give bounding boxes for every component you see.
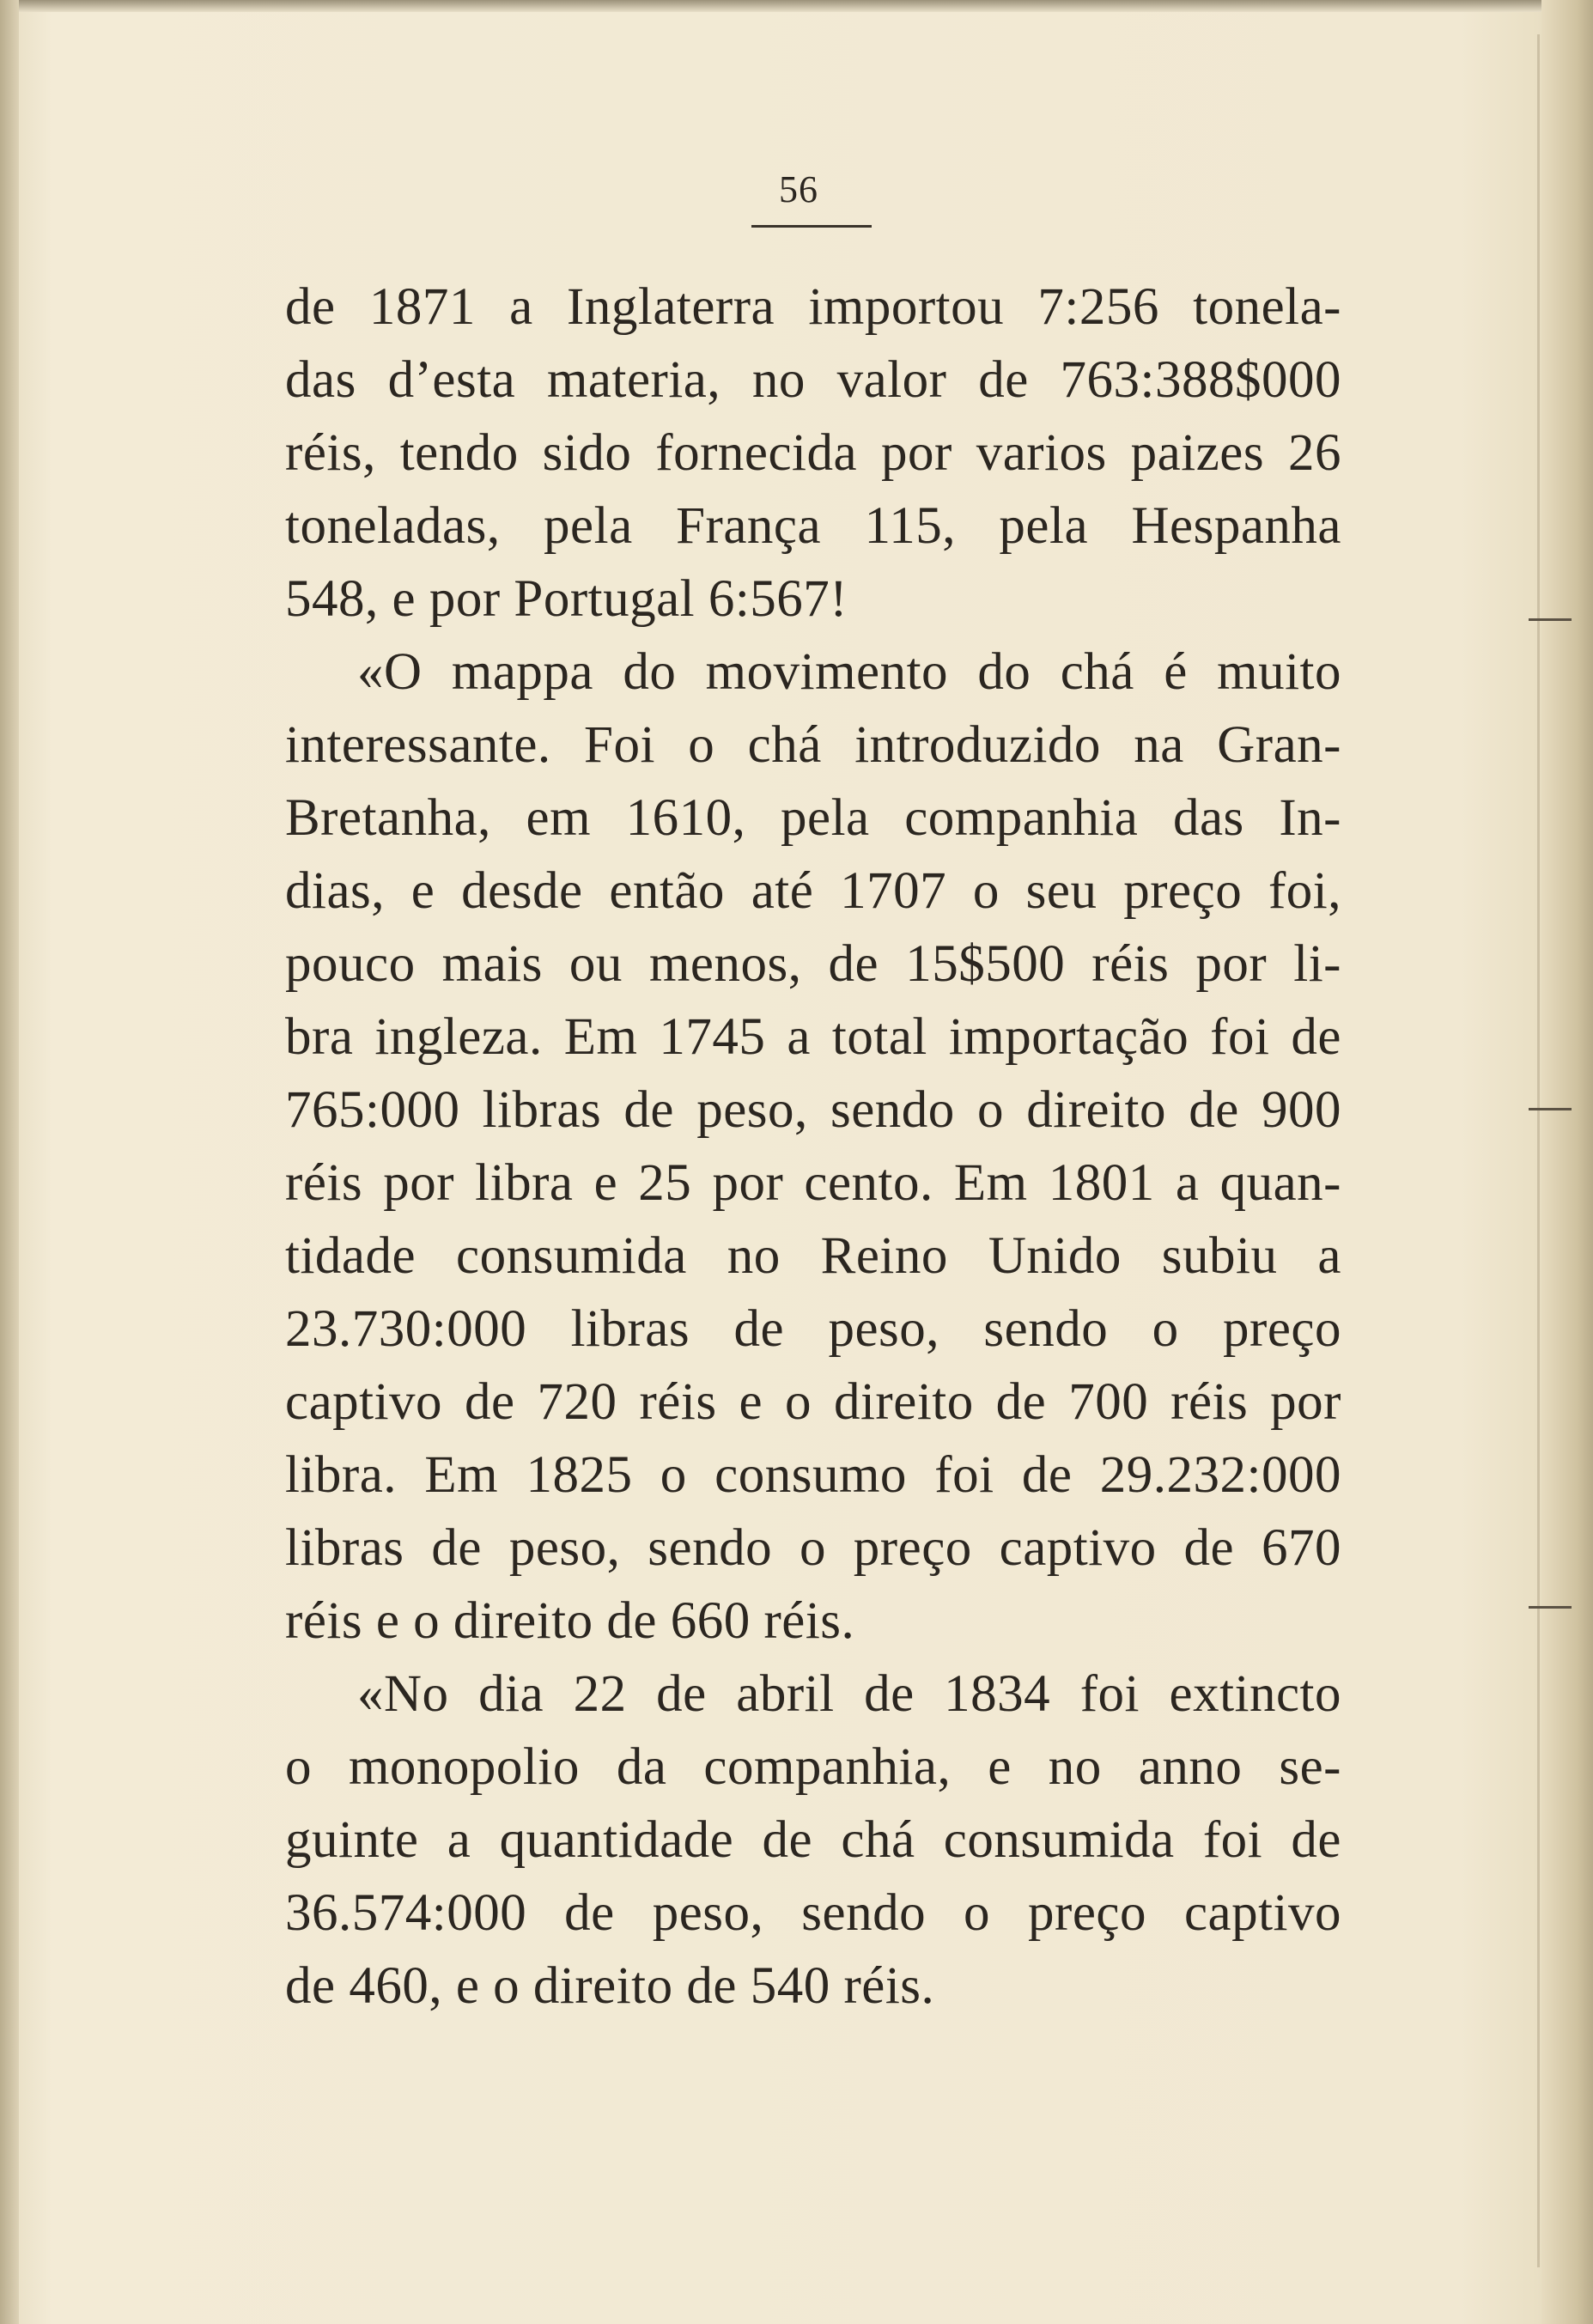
page-number-rule [751,225,872,228]
body-text [285,271,1341,2023]
text-line: tidade consumida no Reino Unido subiu a [285,1227,1341,1285]
text-line: réis e o direito de 660 réis. [285,1592,855,1650]
text-line: interessante. Foi o chá introduzido na Gran- [285,716,1341,774]
text-line: 23.730:000 libras de peso, sendo o preço [285,1300,1341,1358]
margin-mark [1529,618,1572,621]
margin-mark [1529,1108,1572,1110]
text-line: dias, e desde então até 1707 o seu preço foi, [285,862,1341,920]
text-line: 765:000 libras de peso, sendo o direito de 900 [285,1081,1341,1139]
text-line: Bretanha, em 1610, pela companhia das In- [285,789,1341,847]
text-line: de 1871 a Inglaterra importou 7:256 tonela- [285,278,1341,336]
text-line: o monopolio da companhia, e no anno se- [285,1738,1341,1796]
text-line: libra. Em 1825 o consumo foi de 29.232:000 [285,1446,1341,1504]
page-fold-shadow [1537,34,1540,2267]
text-line: réis por libra e 25 por cento. Em 1801 a quan- [285,1154,1341,1212]
page-number: 56 [779,168,818,210]
text-line: de 460, e o direito de 540 réis. [285,1957,935,2015]
text-line: 548, e por Portugal 6:567! [285,570,848,628]
text-line: bra ingleza. Em 1745 a total importação foi de [285,1008,1341,1066]
text-line: toneladas, pela França 115, pela Hespanha [285,497,1341,555]
text-line: libras de peso, sendo o preço captivo de 670 [285,1519,1341,1577]
text-line: réis, tendo sido fornecida por varios paizes 26 [285,424,1341,482]
margin-mark [1529,1606,1572,1609]
text-line: «No dia 22 de abril de 1834 foi extincto [357,1665,1341,1723]
text-line: das d’esta materia, no valor de 763:388$000 [285,351,1341,409]
page-top-edge [0,0,1593,12]
text-line: captivo de 720 réis e o direito de 700 réis por [285,1373,1341,1431]
text-line: pouco mais ou menos, de 15$500 réis por li- [285,935,1341,993]
page-right-edge [1541,0,1593,2324]
text-line: 36.574:000 de peso, sendo o preço captivo [285,1884,1341,1942]
text-line: guinte a quantidade de chá consumida foi de [285,1811,1341,1869]
page-left-edge [0,0,19,2324]
text-line: «O mappa do movimento do chá é muito [357,643,1341,701]
